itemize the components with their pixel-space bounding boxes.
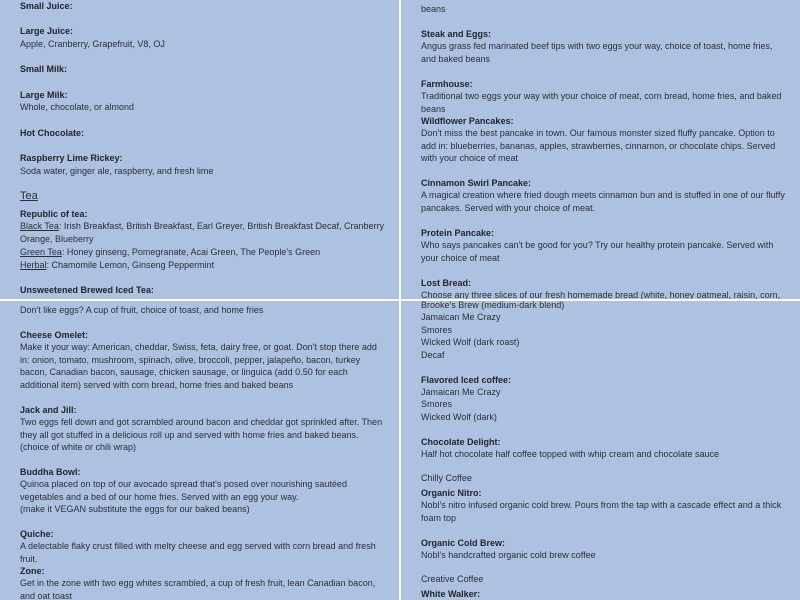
tea-line-herbal — [20, 259, 385, 272]
menu-item-title: Wildflower Pancakes: — [421, 116, 514, 126]
menu-item-title: White Walker: — [421, 589, 481, 599]
menu-item-desc: Apple, Cranberry, Grapefruit, V8, OJ — [20, 39, 165, 49]
menu-item-title: Large Juice: — [20, 26, 74, 36]
menu-item-title: Large Milk: — [20, 90, 68, 100]
section-heading-creative-coffee: Creative Coffee — [421, 574, 484, 584]
list-item: Decaf — [421, 350, 445, 360]
tea-line-green — [20, 246, 385, 259]
menu-item-title: Quiche: — [20, 529, 54, 539]
menu-item-desc: A magical creation where fried dough meets cinnamon bun and is stuffed in one of our fluffy pancakes. Served with your choice of meat. — [421, 190, 785, 213]
menu-item-title: Chocolate Delight: — [421, 437, 501, 447]
horizontal-divider — [0, 299, 800, 301]
menu-item-title: Organic Cold Brew: — [421, 538, 506, 548]
menu-item-title: Hot Chocolate: — [20, 128, 84, 138]
menu-item-title: Organic Nitro: — [421, 488, 482, 498]
list-item: Smores — [421, 399, 453, 409]
menu-item-note: (make it VEGAN substitute the eggs for our baked beans) — [20, 504, 250, 514]
green-tea-link[interactable]: Green Tea — [20, 247, 62, 257]
green-tea-desc: : Honey ginseng, Pomegranate, Acai Green, The People's Green — [61, 247, 321, 257]
menu-item-desc: A delectable flaky crust filled with melty cheese and egg served with corn bread and fresh fruit. — [20, 541, 376, 564]
menu-panel-top-right — [401, 0, 800, 299]
menu-item-title: Steak and Eggs: — [421, 29, 492, 39]
menu-item-desc: Quinoa placed on top of our avocado spread that's posed over nourishing sautéed vegetables and a bed of our home fries. Served with an egg your way. — [20, 479, 347, 502]
menu-item-title: Protein Pancake: — [421, 228, 495, 238]
menu-item-desc: Whole, chocolate, or almond — [20, 102, 135, 112]
herbal-tea-desc: : Chamomile Lemon, Ginseng Peppermint — [46, 260, 215, 270]
menu-item-desc: Choose any three slices of our fresh homemade bread (white, honey oatmeal, raisin, corn, — [421, 290, 781, 299]
menu-item-desc: Get in the zone with two egg whites scrambled, a cup of fresh fruit, lean Canadian bacon, and oat toast — [20, 578, 376, 600]
menu-item-desc: Soda water, ginger ale, raspberry, and fresh lime — [20, 166, 214, 176]
menu-item-desc: Don't miss the best pancake in town. Our famous monster sized fluffy pancake. Option to add in: blueberries, bananas, apples, strawberries, cinnamon, or chocolate chips. Served with your choice of meat — [421, 128, 776, 163]
menu-panel-bottom-left — [0, 301, 399, 600]
menu-item-desc-fragment: beans — [421, 4, 446, 14]
menu-panel-bottom-right — [401, 301, 800, 600]
menu-item-title: Buddha Bowl: — [20, 467, 81, 477]
menu-item-desc: Two eggs fell down and got scrambled around bacon and cheddar got sprinkled after. Then they all got stuffed in a delicious roll up and served with home fries and baked beans. (choice of white or chili wrap) — [20, 417, 383, 452]
menu-item-desc-fragment: Brooke's Brew (medium-dark blend) — [421, 301, 565, 310]
section-heading-chilly-coffee: Chilly Coffee — [421, 473, 472, 483]
black-tea-link[interactable]: Black Tea — [20, 221, 59, 231]
menu-item-title: Small Juice: — [20, 1, 73, 11]
herbal-tea-link[interactable]: Herbal — [20, 260, 47, 270]
menu-item-title: Cheese Omelet: — [20, 330, 89, 340]
list-item: Smores — [421, 325, 453, 335]
list-item: Jamaican Me Crazy — [421, 312, 501, 322]
section-heading-tea[interactable]: Tea — [20, 190, 38, 202]
menu-item-title: Small Milk: — [20, 64, 68, 74]
list-item: Jamaican Me Crazy — [421, 387, 501, 397]
menu-item-desc: Make it your way: American, cheddar, Swiss, feta, dairy free, or goat. Don't stop there add in: onion, tomato, mushroom, spinach, olive, broccoli, pepper, jalapeño, bacon, turkey bacon, Canadian bacon, sausage, chicken sausage, or linguica (add 0.50 for each additional item) served with corn bread, home fries and baked beans — [20, 342, 377, 390]
menu-item-desc: Don't like eggs? A cup of fruit, choice of toast, and home fries — [20, 305, 264, 315]
menu-item-title: Unsweetened Brewed Iced Tea: — [20, 285, 154, 295]
menu-panel-top-left — [0, 0, 399, 299]
menu-item-desc: Half hot chocolate half coffee topped with whip cream and chocolate sauce — [421, 449, 720, 459]
menu-item-title: Jack and Jill: — [20, 405, 77, 415]
menu-item-desc: Nobl's nitro infused organic cold brew. Pours from the tap with a cascade effect and a thick foam top — [421, 500, 782, 523]
menu-item-title: Flavored Iced coffee: — [421, 375, 512, 385]
menu-item-title: Farmhouse: — [421, 79, 473, 89]
list-item: Wicked Wolf (dark roast) — [421, 337, 520, 347]
menu-item-title: Republic of tea: — [20, 209, 88, 219]
menu-item-title: Zone: — [20, 566, 45, 576]
menu-item-desc: Traditional two eggs your way with your choice of meat, corn bread, home fries, and baked beans — [421, 91, 782, 114]
black-tea-desc: : Irish Breakfast, British Breakfast, Earl Greyer, British Breakfast Decaf, Cranberry Orange, Blueberry — [20, 221, 384, 244]
menu-item-title: Raspberry Lime Rickey: — [20, 153, 123, 163]
menu-item-desc: Who says pancakes can't be good for you? Try our healthy protein pancake. Served with your choice of meat — [421, 240, 774, 263]
menu-item-desc: Nobl's handcrafted organic cold brew coffee — [421, 550, 596, 560]
menu-item-title: Cinnamon Swirl Pancake: — [421, 178, 532, 188]
menu-item-title: Lost Bread: — [421, 278, 472, 288]
tea-line-black — [20, 220, 385, 245]
list-item: Wicked Wolf (dark) — [421, 412, 497, 422]
menu-item-desc: Angus grass fed marinated beef tips with two eggs your way, choice of toast, home fries, and baked beans — [421, 41, 773, 64]
